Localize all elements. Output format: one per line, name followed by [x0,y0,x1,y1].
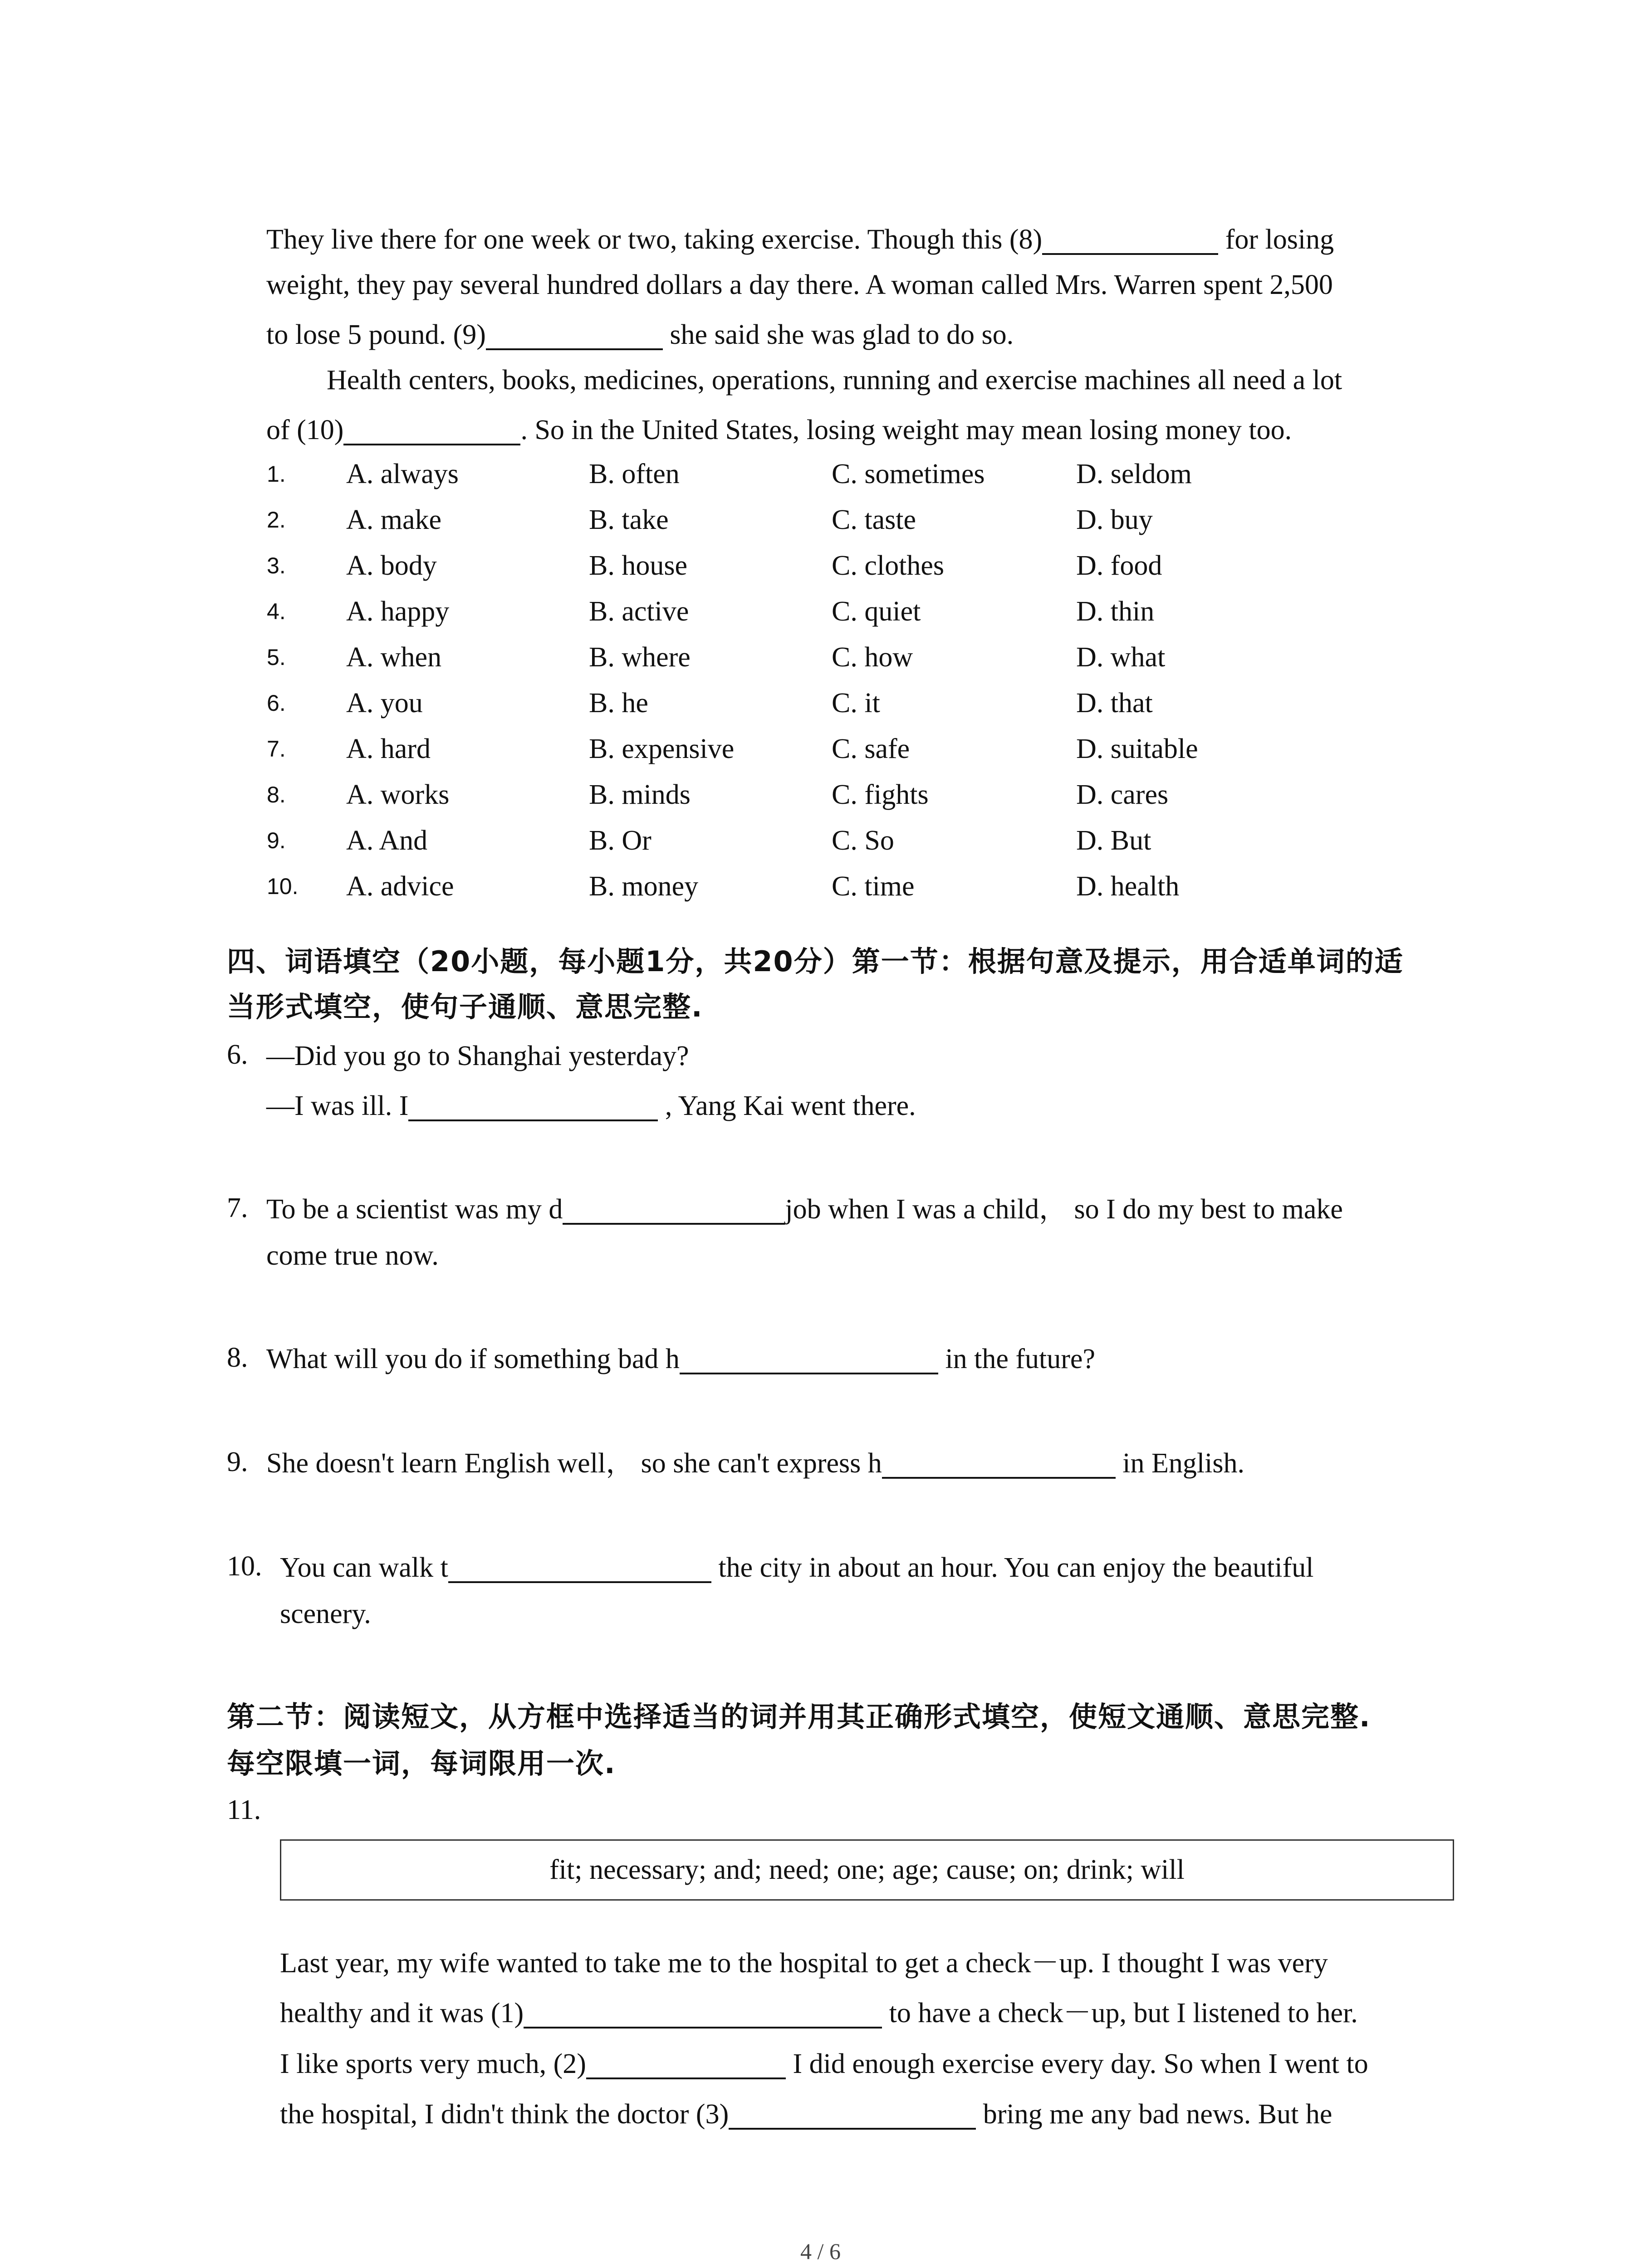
word-box: fit; necessary; and; need; one; age; cause; on; drink; will [280,1839,1454,1901]
question-6-line-1: —Did you go to Shanghai yesterday? [266,1041,689,1071]
section4-heading-line-1: 四、词语填空（20小题，每小题1分，共20分）第一节：根据句意及提示，用合适单词的适 [227,945,1404,978]
blank-q7 [563,1196,785,1225]
option-choice-d: D. cares [1076,779,1169,810]
question-11-number: 11. [227,1794,261,1825]
option-choice-a: A. make [346,504,442,535]
option-choice-b: B. house [589,550,687,581]
section2-heading-line-1: 第二节：阅读短文，从方框中选择适当的词并用其正确形式填空，使短文通顺、意思完整. [227,1700,1371,1733]
option-choice-b: B. minds [589,779,691,810]
passage-bottom-line-1: Last year, my wife wanted to take me to the hospital to get a check－up. I thought I was very [280,1948,1328,1979]
option-number: 2. [267,507,286,533]
blank-passage-3 [729,2101,976,2130]
option-choice-c: C. So [832,825,894,856]
option-choice-b: B. he [589,688,648,719]
option-choice-b: B. where [589,642,691,673]
option-number: 6. [267,690,286,716]
option-choice-d: D. thin [1076,596,1155,627]
passage-bottom-line-2: healthy and it was (1) to have a check－up, but I listened to her. [280,1998,1358,2028]
option-choice-d: D. food [1076,550,1162,581]
option-number: 1. [267,461,286,487]
blank-8 [1042,226,1218,255]
option-choice-b: B. money [589,871,699,902]
question-9-line: She doesn't learn English well， so she can't express h in English. [266,1448,1244,1479]
question-10-line-2: scenery. [280,1598,371,1629]
option-choice-b: B. expensive [589,733,735,764]
option-number: 10. [267,874,299,899]
option-number: 7. [267,736,286,762]
option-number: 8. [267,782,286,807]
option-choice-b: B. take [589,504,669,535]
option-choice-a: A. you [346,688,423,719]
option-choice-a: A. works [346,779,450,810]
question-10-line-1: You can walk t the city in about an hour. You can enjoy the beautiful [280,1552,1314,1583]
blank-10 [343,416,520,445]
option-choice-d: D. buy [1076,504,1153,535]
passage-bottom-line-3: I like sports very much, (2) I did enough exercise every day. So when I went to [280,2048,1368,2079]
option-choice-c: C. fights [832,779,929,810]
option-choice-d: D. health [1076,871,1180,902]
blank-q8 [680,1345,938,1374]
page-number: 4 / 6 [800,2239,841,2264]
question-10-number: 10. [227,1551,262,1582]
option-number: 5. [267,645,286,670]
option-choice-d: D. that [1076,688,1153,719]
question-6-line-2: —I was ill. I , Yang Kai went there. [266,1090,916,1121]
option-choice-a: A. advice [346,871,454,902]
option-choice-c: C. taste [832,504,916,535]
option-choice-c: C. safe [832,733,910,764]
option-choice-b: B. active [589,596,689,627]
blank-passage-1 [524,1999,882,2028]
option-choice-c: C. clothes [832,550,944,581]
question-7-line-2: come true now. [266,1240,439,1271]
passage-line-1: They live there for one week or two, taking exercise. Though this (8) for losing [266,224,1334,255]
option-choice-b: B. Or [589,825,652,856]
passage-line-2: weight, they pay several hundred dollars a day there. A woman called Mrs. Warren spent 2,500 [266,269,1333,300]
option-choice-d: D. what [1076,642,1166,673]
question-8-number: 8. [227,1342,248,1373]
blank-passage-2 [586,2050,786,2079]
option-choice-c: C. it [832,688,880,719]
blank-q10 [448,1554,711,1583]
passage-line-5: of (10) . So in the United States, losing weight may mean losing money too. [266,415,1292,445]
option-choice-d: D. suitable [1076,733,1198,764]
passage-line-4: Health centers, books, medicines, operations, running and exercise machines all need a lot [327,365,1342,396]
option-choice-a: A. hard [346,733,431,764]
option-choice-a: A. always [346,459,459,489]
option-choice-c: C. how [832,642,913,673]
question-7-number: 7. [227,1193,248,1223]
question-7-line-1: To be a scientist was my d job when I was a child， so I do my best to make [266,1194,1343,1225]
option-choice-a: A. body [346,550,437,581]
option-choice-c: C. time [832,871,915,902]
option-number: 9. [267,828,286,853]
option-choice-a: A. when [346,642,442,673]
option-choice-d: D. seldom [1076,459,1192,489]
blank-q6 [408,1092,658,1121]
option-number: 4. [267,599,286,624]
option-number: 3. [267,553,286,578]
blank-9 [486,321,663,350]
question-6-number: 6. [227,1039,248,1070]
option-choice-c: C. sometimes [832,459,985,489]
option-choice-a: A. happy [346,596,450,627]
option-choice-d: D. But [1076,825,1151,856]
question-8-line: What will you do if something bad h in the future? [266,1344,1095,1374]
question-9-number: 9. [227,1447,248,1477]
option-choice-c: C. quiet [832,596,921,627]
section2-heading-line-2: 每空限填一词，每词限用一次. [227,1747,616,1780]
option-choice-b: B. often [589,459,680,489]
option-choice-a: A. And [346,825,428,856]
section4-heading-line-2: 当形式填空，使句子通顺、意思完整. [227,990,703,1023]
passage-line-3: to lose 5 pound. (9) she said she was glad to do so. [266,319,1014,350]
blank-q9 [882,1450,1116,1479]
passage-bottom-line-4: the hospital, I didn't think the doctor (3) bring me any bad news. But he [280,2099,1332,2130]
